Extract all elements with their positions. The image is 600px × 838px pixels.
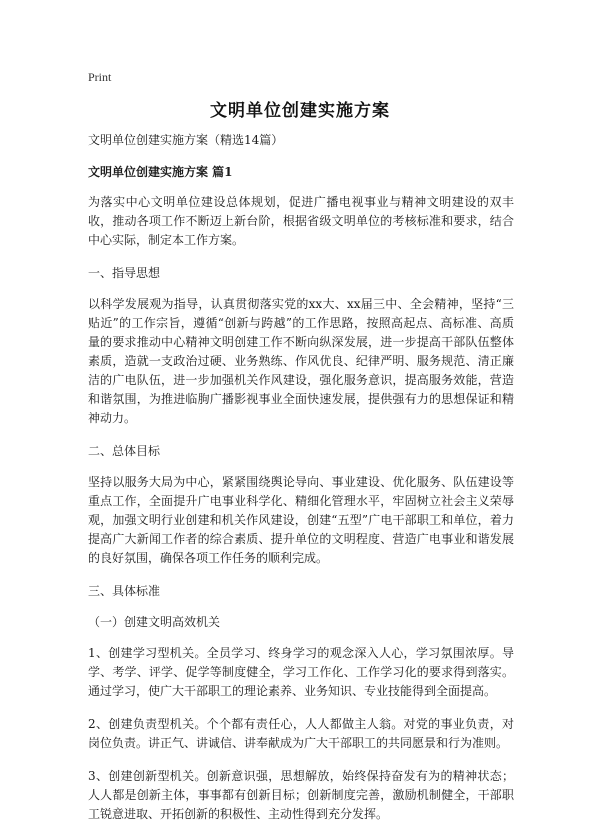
section-title: 文明单位创建实施方案 篇1	[88, 165, 233, 179]
heading-overall-goal: 二、总体目标	[88, 444, 161, 458]
intro-paragraph: 为落实中心文明单位建设总体规划，促进广播电视事业与精神文明建设的双丰收，推动各项工作不断迈上新台阶，根据省级文明单位的考核标准和要求，结合中心实际，制定本工作方案。	[88, 195, 514, 247]
print-label[interactable]: Print	[88, 70, 112, 84]
paragraph-responsible-organ: 2、创建负责型机关。个个都有责任心，人人都做主人翁。对党的事业负责，对岗位负责。讲正气、讲诚信、讲奉献成为广大干部职工的共同愿景和行为准则。	[88, 717, 514, 750]
paragraph-overall-goal: 坚持以服务大局为中心，紧紧围绕舆论导向、事业建设、优化服务、队伍建设等重点工作，全面提升广电事业科学化、精细化管理水平，牢固树立社会主义荣辱观，加强文明行业创建和机关作风建设，创建“五型”广电干部职工和单位，着力提高广大新闻工作者的综合素质、提升单位的文明程度、营造广电事业和谐发展的良好氛围，确保各项工作任务的顺利完成。	[88, 475, 514, 565]
paragraph-innovative-organ: 3、创建创新型机关。创新意识强，思想解放，始终保持奋发有为的精神状态；人人都是创新主体，事事都有创新目标；创新制度完善，激励机制健全，干部职工锐意进取、开拓创新的积极性、主动性得到充分发挥。	[88, 769, 514, 821]
document-subtitle: 文明单位创建实施方案（精选14篇）	[88, 133, 284, 147]
paragraph-guiding-ideology: 以科学发展观为指导，认真贯彻落实党的xx大、xx届三中、全会精神，坚持“三贴近”的工作宗旨，遵循“创新与跨越”的工作思路，按照高起点、高标准、高质量的要求推动中心精神文明创建工作不断向纵深发展，进一步提高干部队伍整体素质，造就一支政治过硬、业务熟练、作风优良、纪律严明、服务规范、清正廉洁的广电队伍，进一步加强机关作风建设，强化服务意识，提高服务效能，营造和谐氛围，为推进临朐广播影视事业全面快速发展，提供强有力的思想保证和精神动力。	[88, 297, 514, 425]
heading-specific-standards: 三、具体标准	[88, 584, 161, 598]
paragraph-learning-organ: 1、创建学习型机关。全员学习、终身学习的观念深入人心，学习氛围浓厚。导学、考学、评学、促学等制度健全，学习工作化、工作学习化的要求得到落实。通过学习，使广大干部职工的理论素养、业务知识、专业技能得到全面提高。	[88, 646, 514, 698]
subheading-efficient-organ: （一）创建文明高效机关	[88, 615, 221, 629]
document-body	[88, 131, 514, 838]
heading-guiding-ideology: 一、指导思想	[88, 266, 161, 280]
document-title: 文明单位创建实施方案	[210, 101, 390, 121]
